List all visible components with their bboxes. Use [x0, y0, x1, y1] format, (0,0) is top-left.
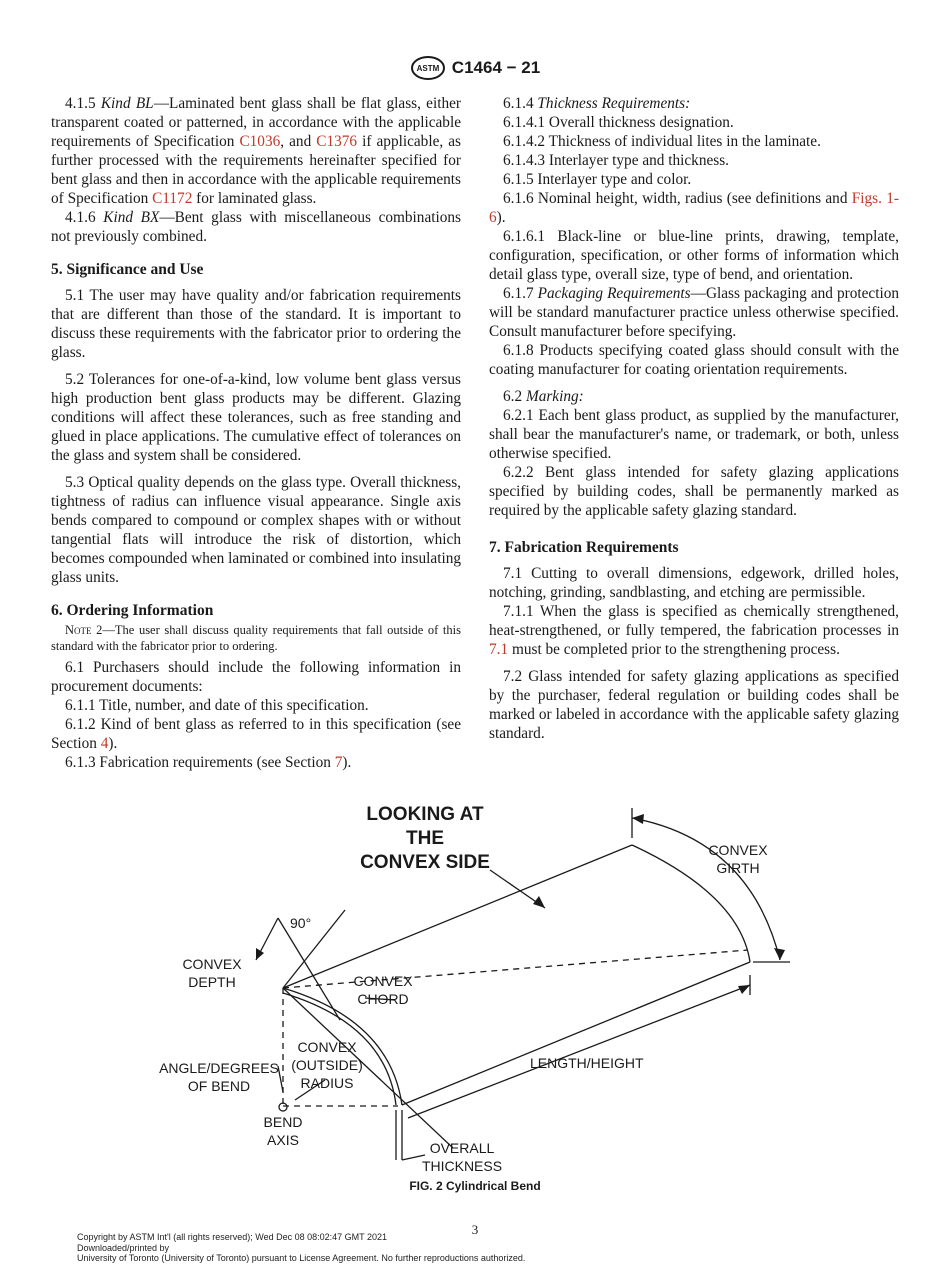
- para-6-1-3: 6.1.3 Fabrication requirements (see Section 7).: [65, 754, 352, 771]
- para-6-1-6: 6.1.6 Nominal height, width, radius (see definitions and Figs. 1-6).: [489, 190, 899, 226]
- fig-label-angle-bend-1: ANGLE/DEGREES: [159, 1060, 279, 1076]
- heading-section-5: 5. Significance and Use: [51, 261, 204, 278]
- page-number: 3: [471, 1222, 479, 1237]
- para-7-1-1: 7.1.1 When the glass is specified as chemically strengthened, heat-strengthened, or fully tempered, the fabrication processes in 7.1 must be completed prior to the strengthening process.: [489, 603, 899, 658]
- left-column: [51, 94, 461, 772]
- length-line: [408, 985, 750, 1118]
- fig-label-girth-2: GIRTH: [716, 860, 760, 876]
- glass-bottom-edge: [402, 962, 750, 1105]
- fig-label-radius-3: RADIUS: [300, 1075, 354, 1091]
- right-column: [489, 94, 899, 743]
- fig-label-radius-2: (OUTSIDE): [291, 1057, 363, 1073]
- footer-line-1: Copyright by ASTM Int'l (all rights reserved); Wed Dec 08 08:02:47 GMT 2021: [77, 1232, 388, 1242]
- fig-label-depth-2: DEPTH: [188, 974, 236, 990]
- fig-title-line1: LOOKING AT: [366, 804, 484, 825]
- footer-line-2: Downloaded/printed by: [77, 1242, 170, 1253]
- para-6-2-1: 6.2.1 Each bent glass product, as supplied by the manufacturer, shall bear the manufacturer's name, or trademark, or both, unless otherwise specified.: [489, 407, 899, 462]
- ref-c1036-link[interactable]: C1036: [239, 133, 281, 150]
- footer-line-3: University of Toronto (University of Toronto) pursuant to License Agreement. No further reproductions authorized.: [77, 1253, 526, 1263]
- fig-label-angle-bend-2: OF BEND: [187, 1078, 251, 1094]
- astm-logo-icon: [410, 56, 446, 80]
- ref-c1172-link[interactable]: C1172: [152, 190, 193, 207]
- fig-label-angle: 90°: [290, 915, 312, 931]
- note-2: Note 2—The user shall discuss quality requirements that fall outside of this standard with the fabricator prior to ordering.: [51, 623, 461, 653]
- para-6-1: 6.1 Purchasers should include the following information in procurement documents:: [51, 659, 461, 695]
- fig-label-chord-1: CONVEX: [353, 973, 413, 989]
- fig-label-girth-1: CONVEX: [708, 842, 768, 858]
- para-6-1-6-1: 6.1.6.1 Black-line or blue-line prints, drawing, template, configuration, specification, or other forms of information which detail glass type, overall size, type of bend, and orientation.: [489, 228, 899, 283]
- para-6-1-4-2: 6.1.4.2 Thickness of individual lites in the laminate.: [503, 133, 821, 150]
- ref-7-1-link[interactable]: 7.1: [489, 641, 509, 658]
- title-arrow-head: [533, 896, 545, 908]
- girth-arrow-head: [774, 948, 785, 960]
- para-7-2: 7.2 Glass intended for safety glazing applications as specified by the purchaser, federal regulation or building codes shall be marked or labeled in accordance with the applicable safety glazing standard.: [489, 668, 899, 742]
- svg-text:ASTM: ASTM: [416, 64, 440, 73]
- fig-label-length: LENGTH/HEIGHT: [530, 1055, 644, 1071]
- para-6-1-4-3: 6.1.4.3 Interlayer type and thickness.: [503, 152, 729, 169]
- girth-arc: [632, 818, 780, 960]
- heading-section-6: 6. Ordering Information: [51, 602, 214, 619]
- fig-label-bend-axis-1: BEND: [263, 1114, 303, 1130]
- para-5-3: 5.3 Optical quality depends on the glass type. Overall thickness, tightness of radius can influence visual appearance. Single axis bends compared to compound or complex shapes with or without tangential flats will introduce the risk of distortion, which becomes compounded when laminated or combined into insulating glass units.: [51, 474, 461, 586]
- fig-label-thickness-1: OVERALL: [429, 1140, 495, 1156]
- para-5-1: 5.1 The user may have quality and/or fabrication requirements that are different than those of the standard. It is important to discuss these requirements with the fabricator prior to ordering the glass.: [51, 287, 461, 361]
- para-6-1-5: 6.1.5 Interlayer type and color.: [503, 171, 692, 188]
- para-7-1: 7.1 Cutting to overall dimensions, edgework, drilled holes, notching, grinding, sandblasting, and etching are permissible.: [489, 565, 899, 601]
- para-6-1-8: 6.1.8 Products specifying coated glass should consult with the coating manufacturer for coating orientation requirements.: [489, 342, 899, 378]
- para-6-1-4-1: 6.1.4.1 Overall thickness designation.: [503, 114, 734, 131]
- copyright-footer: [77, 1232, 525, 1264]
- para-6-1-4: 6.1.4 Thickness Requirements:: [503, 95, 691, 112]
- para-5-2: 5.2 Tolerances for one-of-a-kind, low volume bent glass versus high production bent glass products may be different. Glazing conditions will affect these tolerances, such as free standing and glued in place applications. The cumulative effect of tolerances on the glass and system shall be considered.: [51, 371, 461, 464]
- ref-section-4-link[interactable]: 4: [100, 735, 109, 752]
- standard-code: C1464 − 21: [451, 58, 541, 77]
- figure-cylindrical-bend: [150, 800, 800, 1180]
- heading-section-7: 7. Fabrication Requirements: [489, 539, 679, 556]
- ref-c1376-link[interactable]: C1376: [316, 133, 358, 150]
- fig-title-line2: THE: [406, 828, 444, 849]
- depth-arrow-head: [256, 948, 264, 960]
- ref-section-7-link[interactable]: 7: [334, 754, 343, 771]
- figure-caption: FIG. 2 Cylindrical Bend: [409, 1179, 541, 1193]
- para-4-1-5: 4.1.5 Kind BL—Laminated bent glass shall be flat glass, either transparent coated or patterned, in accordance with the applicable requirements of Specification C1036, and C1376 if applicable, as further processed with the requirements hereinafter specified for bent glass and then in accordance with the applicable requirements of Specification C1172 for laminated glass.: [51, 95, 461, 207]
- para-6-2-2: 6.2.2 Bent glass intended for safety glazing applications specified by building codes, shall be permanently marked as required by the applicable safety glazing standard.: [489, 464, 899, 519]
- ref-figs-1-6-link[interactable]: Figs. 1-6: [489, 190, 899, 226]
- fig-label-thickness-2: THICKNESS: [421, 1158, 503, 1174]
- fig-label-depth-1: CONVEX: [182, 956, 242, 972]
- fig-label-chord-2: CHORD: [357, 991, 409, 1007]
- para-6-1-2: 6.1.2 Kind of bent glass as referred to in this specification (see Section 4).: [51, 716, 461, 752]
- fig-title-line3: CONVEX SIDE: [360, 852, 490, 873]
- para-6-1-7: 6.1.7 Packaging Requirements—Glass packaging and protection will be standard manufacturer practice unless otherwise specified. Consult manufacturer before specifying.: [489, 285, 899, 340]
- fig-label-radius-1: CONVEX: [297, 1039, 357, 1055]
- page-header: [0, 56, 950, 82]
- bend-axis-point: [279, 1103, 287, 1111]
- para-4-1-6: 4.1.6 Kind BX—Bent glass with miscellaneous combinations not previously combined.: [51, 209, 461, 245]
- fig-label-bend-axis-2: AXIS: [267, 1132, 299, 1148]
- para-6-2: 6.2 Marking:: [503, 388, 584, 405]
- length-arrow-head: [738, 985, 750, 994]
- para-6-1-1: 6.1.1 Title, number, and date of this specification.: [65, 697, 369, 714]
